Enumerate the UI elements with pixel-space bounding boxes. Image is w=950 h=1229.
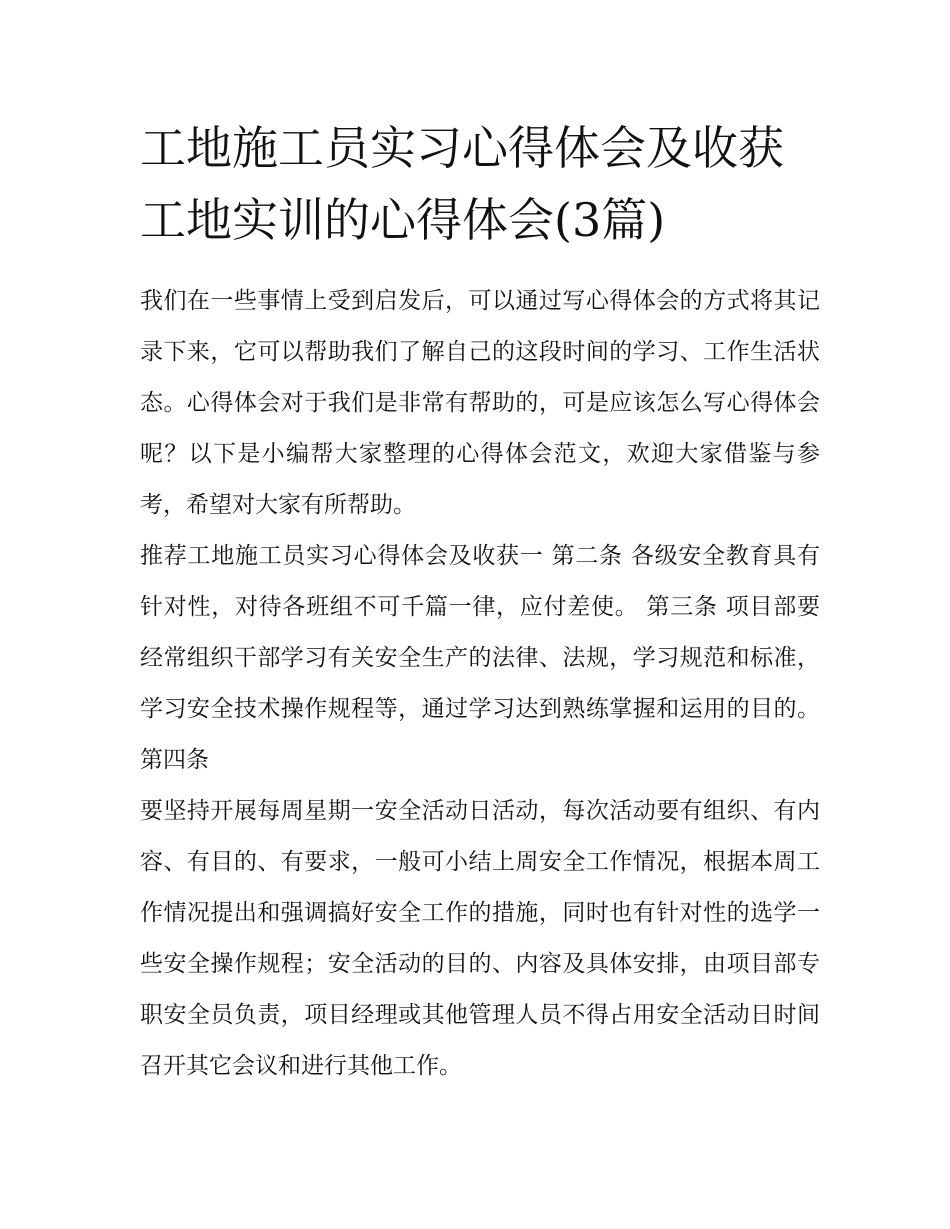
document-body [140,276,820,1092]
paragraph-intro: 我们在一些事情上受到启发后，可以通过写心得体会的方式将其记录下来，它可以帮助我们了解自己的这段时间的学习、工作生活状态。心得体会对于我们是非常有帮助的，可是应该怎么写心得体会呢？以下是小编帮大家整理的心得体会范文，欢迎大家借鉴与参考，希望对大家有所帮助。 [140,288,820,518]
document-title: 工地施工员实习心得体会及收获 工地实训的心得体会(3篇) [140,121,784,247]
paragraph-safety-activity: 要坚持开展每周星期一安全活动日活动，每次活动要有组织、有内容、有目的、有要求，一般可小结上周安全工作情况，根据本周工作情况提出和强调搞好安全工作的措施，同时也有针对性的选学一些安全操作规程；安全活动的目的、内容及具体安排，由项目部专职安全员负责，项目经理或其他管理人员不得占用安全活动日时间召开其它会议和进行其他工作。 [140,798,820,1079]
paragraph-recommendation: 推荐工地施工员实习心得体会及收获一 第二条 各级安全教育具有针对性，对待各班组不可千篇一律，应付差使。 第三条 项目部要经常组织干部学习有关安全生产的法律、法规，学习规范和标准，学习安全技术操作规程等，通过学习达到熟练掌握和运用的目的。 第四条 [140,543,820,773]
